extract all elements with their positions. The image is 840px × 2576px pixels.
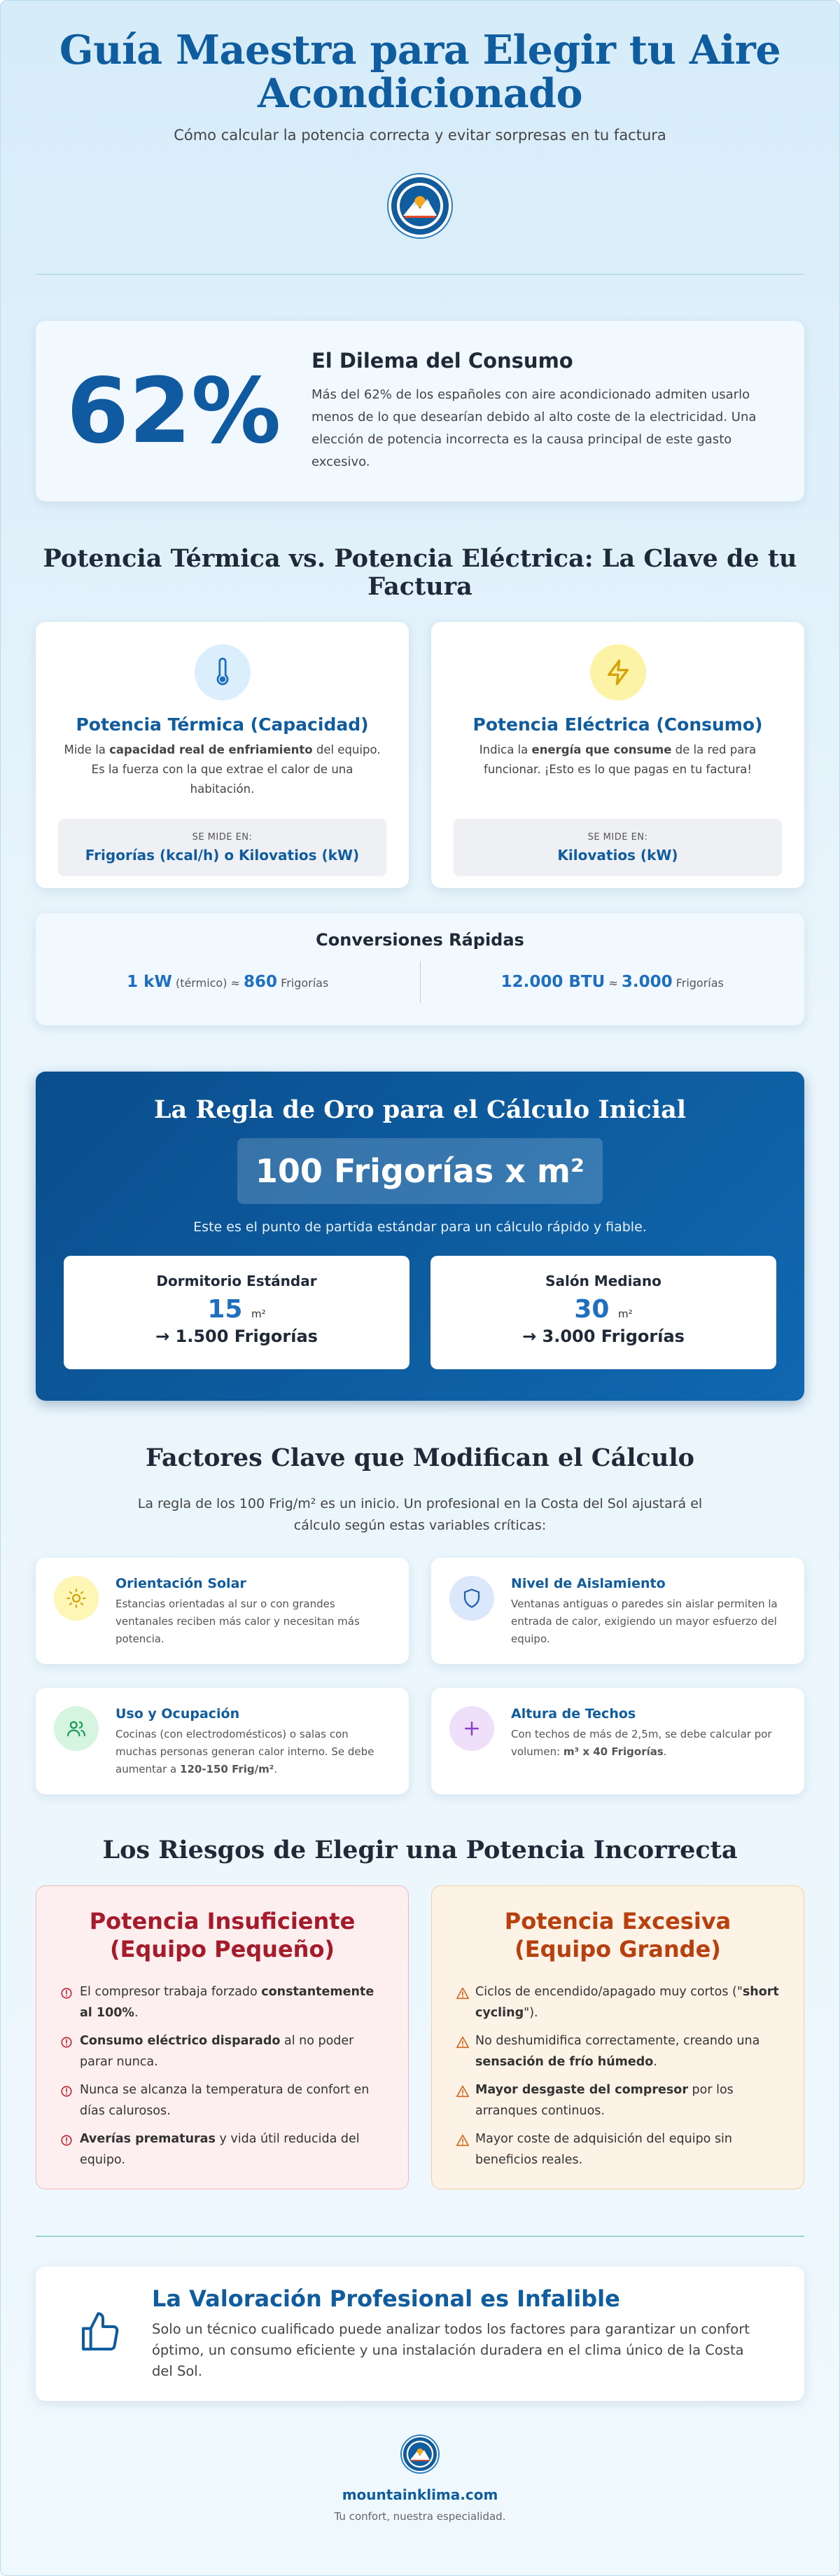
warning-triangle-icon [456, 2035, 475, 2072]
quick-conversions-card [36, 913, 804, 1025]
page-subtitle: Cómo calcular la potencia correcta y evitar sorpresas en tu factura [174, 127, 666, 144]
warning-triangle-icon [456, 2084, 475, 2121]
users-icon [54, 1706, 99, 1751]
mountain-sun-logo-icon [388, 174, 451, 237]
conversion-kw: 1 kW (térmico) ≈ 860 Frigorías [127, 973, 329, 991]
list-item: Nunca se alcanza la temperatura de confort en días calurosos. [60, 2079, 384, 2121]
assessment-title: La Valoración Profesional es Infalible [152, 2285, 620, 2312]
golden-rule-panel [36, 1072, 804, 1401]
power-section-title: Potencia Térmica vs. Potencia Eléctrica: La Clave de tu Factura [43, 544, 797, 601]
golden-rule-title: La Regla de Oro para el Cálculo Inicial [153, 1095, 687, 1124]
warning-triangle-icon [456, 2133, 475, 2170]
thumbs-up-icon [78, 2310, 122, 2357]
sun-icon [54, 1576, 99, 1621]
list-item: Mayor coste de adquisición del equipo sin beneficios reales. [456, 2128, 780, 2170]
list-item: Mayor desgaste del compresor por los arranques continuos. [456, 2079, 780, 2121]
thermal-power-desc: Mide la capacidad real de enfriamiento del equipo. Es la fuerza con la que extrae el calor de una habitación. [64, 743, 381, 796]
golden-rule-note: Este es el punto de partida estándar para un cálculo rápido y fiable. [193, 1219, 647, 1235]
golden-rule-formula: 100 Frigorías x m² [237, 1138, 603, 1204]
insufficient-power-title: Potencia Insuficiente (Equipo Pequeño) [89, 1908, 356, 1962]
list-item: Consumo eléctrico disparado al no poder parar nunca. [60, 2030, 384, 2072]
risks-section-title: Los Riesgos de Elegir una Potencia Incorrecta [102, 1836, 738, 1864]
stat-percentage: 62% [66, 359, 281, 464]
insufficient-power-card [36, 1885, 409, 2189]
list-item: No deshumidifica correctamente, creando una sensación de frío húmedo. [456, 2030, 780, 2072]
electric-power-title: Potencia Eléctrica (Consumo) [472, 714, 763, 735]
professional-assessment-card [36, 2266, 804, 2401]
consumption-dilemma-card [36, 321, 804, 501]
example-living-room: Salón Mediano 30 m² → 3.000 Frigorías [430, 1256, 776, 1369]
conversions-title: Conversiones Rápidas [316, 930, 524, 950]
factor-usage-occupancy: Uso y Ocupación Cocinas (con electrodomésticos) o salas con muchas personas generan calor interno. Se debe aumentar a 120-150 Frig/m². [36, 1688, 409, 1794]
dilemma-text: Más del 62% de los españoles con aire acondicionado admiten usarlo menos de lo que desearían debido al alto coste de la electricidad. Una elección de potencia incorrecta es la causa principal de este gasto excesivo. [312, 387, 757, 469]
factor-insulation: Nivel de Aislamiento Ventanas antiguas o paredes sin aislar permiten la entrada de calor, exigiendo un mayor esfuerzo del equipo. [431, 1558, 804, 1664]
thermal-unit-box: SE MIDE EN: Frigorías (kcal/h) o Kilovatios (kW) [58, 819, 386, 876]
mountain-sun-logo-icon [402, 2436, 438, 2472]
thermal-unit: Frigorías (kcal/h) o Kilovatios (kW) [85, 846, 360, 864]
divider [36, 2236, 804, 2237]
alert-circle-icon [60, 2035, 80, 2072]
list-item: El compresor trabaja forzado constantemente al 100%. [60, 1981, 384, 2023]
example-bedroom: Dormitorio Estándar 15 m² → 1.500 Frigorías [64, 1256, 410, 1369]
shield-icon [449, 1576, 494, 1621]
alert-circle-icon [60, 2084, 80, 2121]
assessment-text: Solo un técnico cualificado puede analizar todos los factores para garantizar un confort óptimo, un consumo eficiente y una instalación duradera en el clima único de la Costa del Sol. [152, 2321, 750, 2379]
electric-unit-box: SE MIDE EN: Kilovatios (kW) [454, 819, 782, 876]
header [36, 1, 804, 237]
electric-power-desc: Indica la energía que consume de la red para funcionar. ¡Esto es lo que pagas en tu factura! [479, 743, 757, 776]
electric-power-card [431, 622, 804, 888]
divider [36, 274, 804, 275]
dilemma-title: El Dilema del Consumo [312, 349, 573, 373]
alert-circle-icon [60, 1986, 80, 2023]
tagline: Tu confort, nuestra especialidad. [334, 2510, 506, 2523]
lightning-icon [590, 644, 646, 700]
footer [36, 2436, 804, 2523]
alert-circle-icon [60, 2133, 80, 2170]
excessive-power-title: Potencia Excesiva (Equipo Grande) [504, 1908, 732, 1962]
factors-intro: La regla de los 100 Frig/m² es un inicio. Un profesional en la Costa del Sol ajustará el cálculo según estas variables críticas: [137, 1496, 703, 1533]
thermal-power-title: Potencia Térmica (Capacidad) [76, 714, 369, 735]
plus-icon [449, 1706, 494, 1751]
factor-solar-orientation: Orientación Solar Estancias orientadas al sur o con grandes ventanales reciben más calor y necesitan más potencia. [36, 1558, 409, 1664]
thermometer-icon [195, 644, 251, 700]
warning-triangle-icon [456, 1986, 475, 2023]
excessive-power-card [431, 1885, 804, 2189]
factors-section-title: Factores Clave que Modifican el Cálculo [146, 1443, 694, 1472]
electric-unit: Kilovatios (kW) [557, 846, 678, 864]
list-item: Averías prematuras y vida útil reducida del equipo. [60, 2128, 384, 2170]
website-link[interactable]: mountainklima.com [342, 2486, 498, 2503]
thermal-power-card [36, 622, 409, 888]
factor-ceiling-height: Altura de Techos Con techos de más de 2,5m, se debe calcular por volumen: m³ x 40 Frigorías. [431, 1688, 804, 1794]
page-title: Guía Maestra para Elegir tu Aire Acondicionado [59, 27, 781, 117]
list-item: Ciclos de encendido/apagado muy cortos ("short cycling"). [456, 1981, 780, 2023]
conversion-btu: 12.000 BTU ≈ 3.000 Frigorías [500, 973, 724, 991]
